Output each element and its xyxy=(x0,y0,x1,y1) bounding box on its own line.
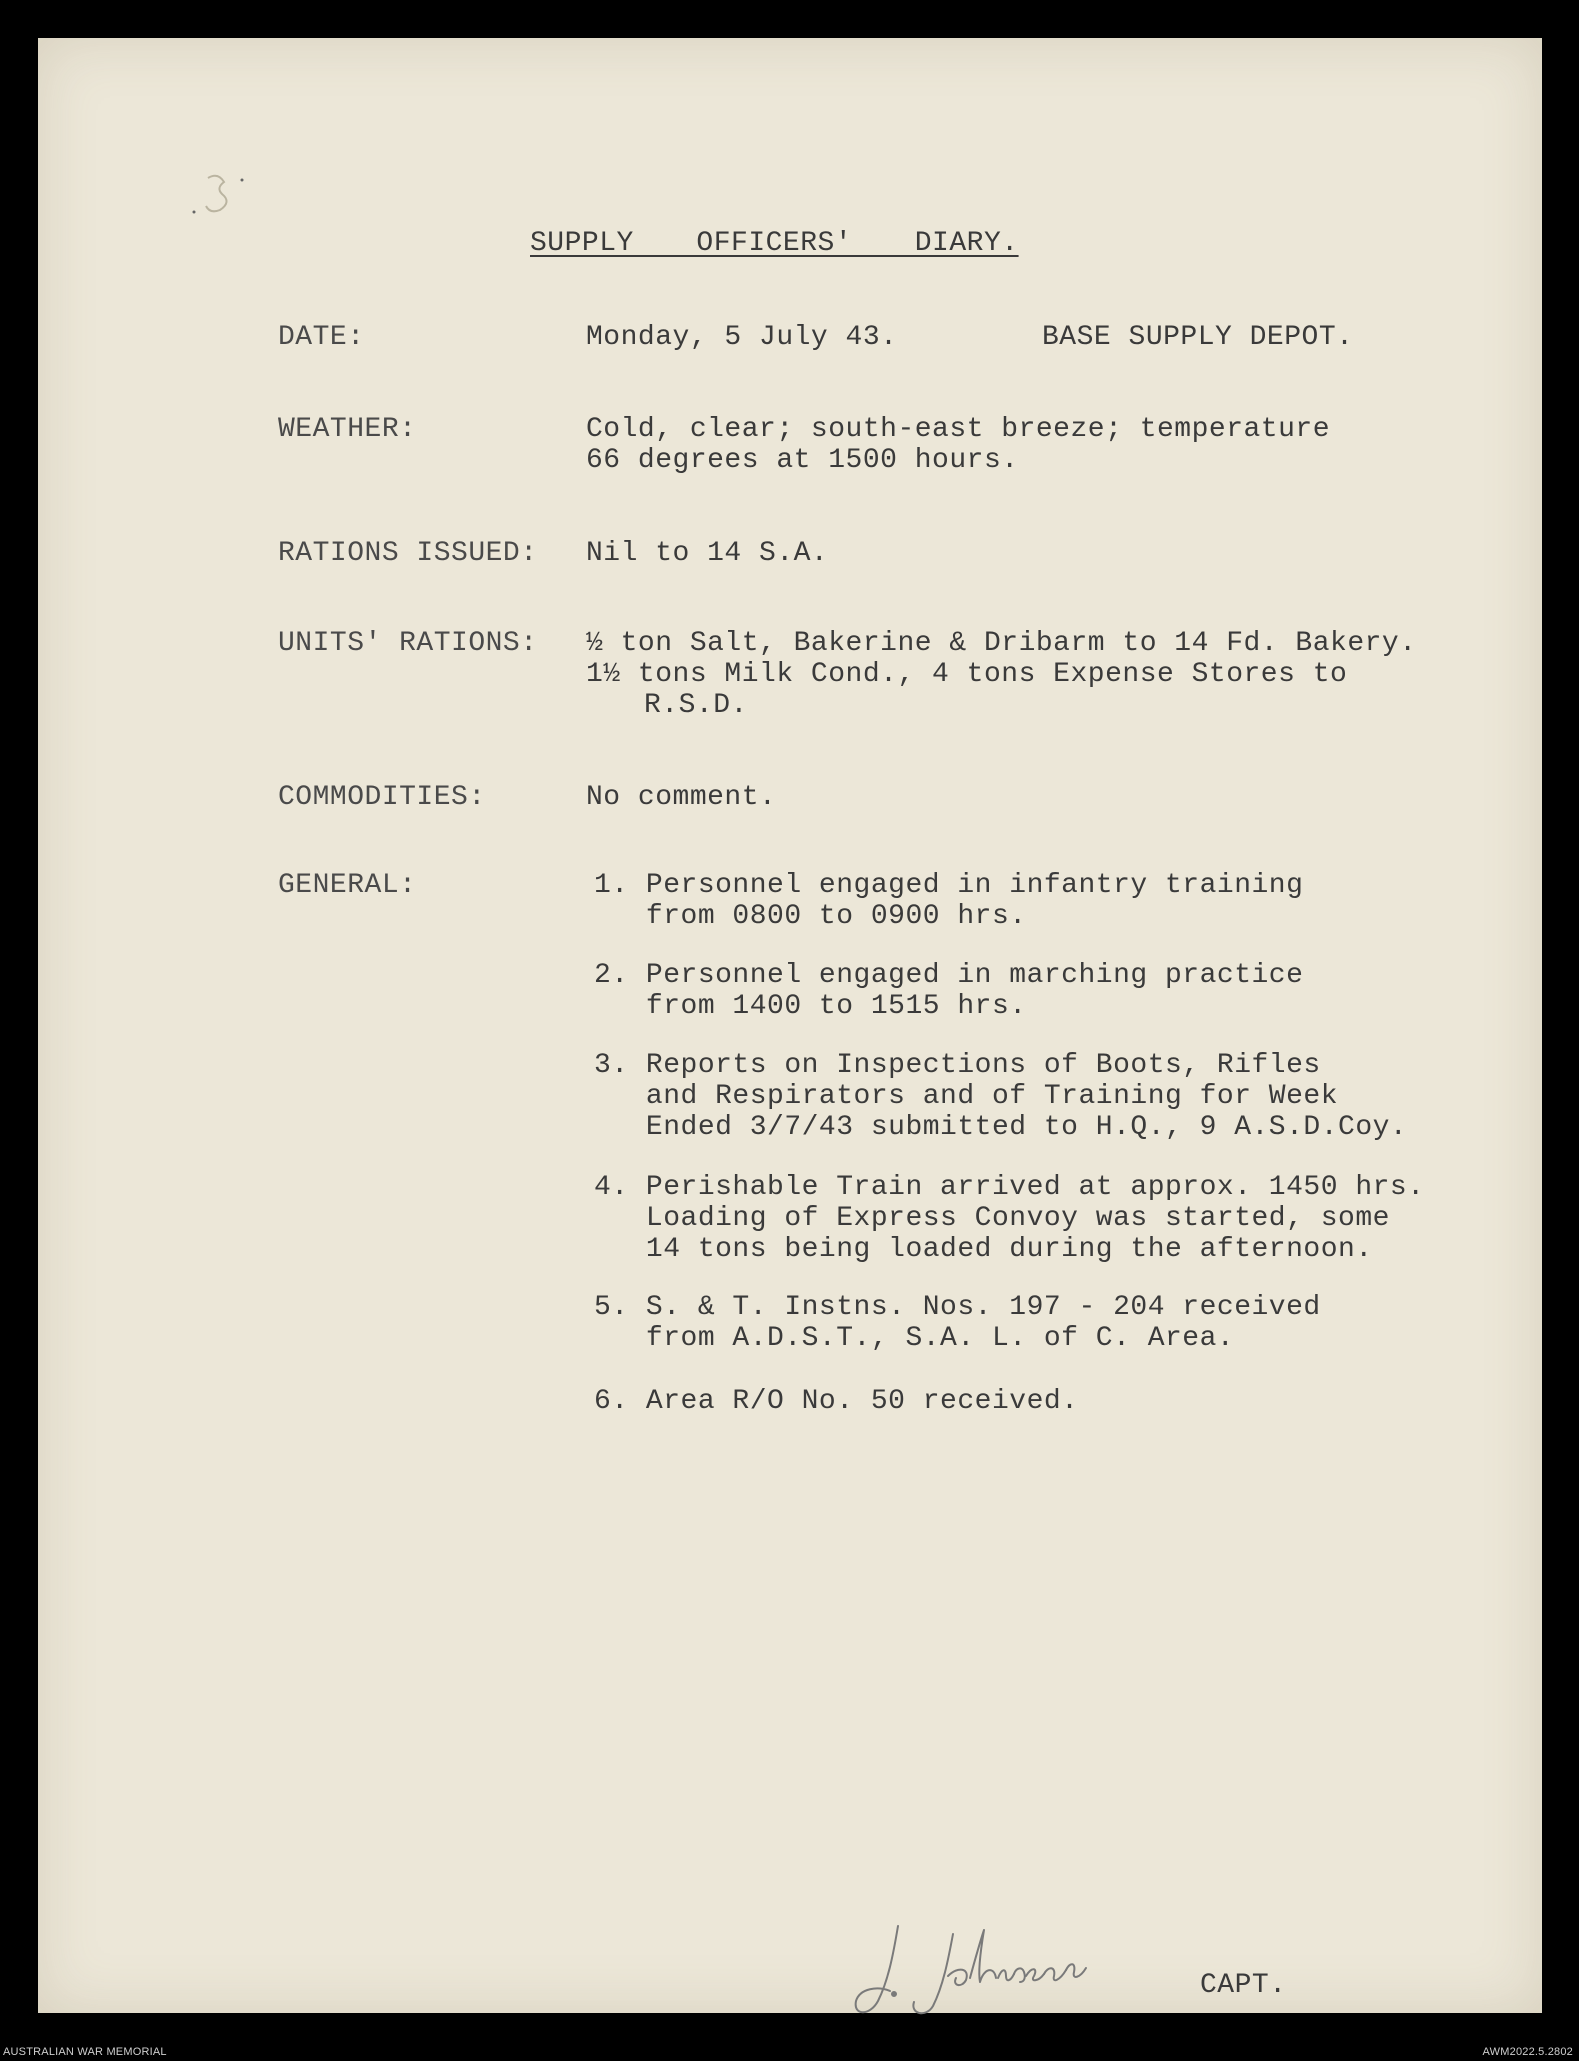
general-item-line: 3. Reports on Inspections of Boots, Rifles xyxy=(594,1050,1321,1081)
signature-rank: CAPT. xyxy=(1200,1970,1287,2001)
document-title: SUPPLY OFFICERS' DIARY. xyxy=(530,228,1019,259)
units-rations-line-1: ½ ton Salt, Bakerine & Dribarm to 14 Fd. Bakery. xyxy=(586,628,1417,659)
rations-issued-label: RATIONS ISSUED: xyxy=(278,538,538,569)
handwritten-signature xyxy=(848,1916,1168,2026)
document-page xyxy=(38,38,1542,2013)
general-item-line: 2. Personnel engaged in marching practice xyxy=(594,960,1304,991)
general-item-line: from A.D.S.T., S.A. L. of C. Area. xyxy=(594,1323,1235,1354)
commodities-label: COMMODITIES: xyxy=(278,782,486,813)
general-item-line: from 0800 to 0900 hrs. xyxy=(594,901,1027,932)
commodities-value: No comment. xyxy=(586,782,777,813)
units-rations-line-3: R.S.D. xyxy=(644,690,748,721)
depot-name: BASE SUPPLY DEPOT. xyxy=(1042,322,1354,353)
general-item-line: Loading of Express Convoy was started, some xyxy=(594,1203,1390,1234)
rations-issued-value: Nil to 14 S.A. xyxy=(586,538,829,569)
units-rations-line-2: 1½ tons Milk Cond., 4 tons Expense Stores to xyxy=(586,659,1348,690)
date-label: DATE: xyxy=(278,322,365,353)
general-item-line: and Respirators and of Training for Week xyxy=(594,1081,1339,1112)
units-rations-label: UNITS' RATIONS: xyxy=(278,628,538,659)
weather-label: WEATHER: xyxy=(278,414,417,445)
staple-mark-icon xyxy=(188,168,248,238)
footer-reference-number: AWM2022.5.2802 xyxy=(1482,2046,1573,2058)
general-item-line: 1. Personnel engaged in infantry training xyxy=(594,870,1304,901)
weather-line-2: 66 degrees at 1500 hours. xyxy=(586,445,1019,476)
general-item-line: Ended 3/7/43 submitted to H.Q., 9 A.S.D.Coy. xyxy=(594,1112,1408,1143)
general-label: GENERAL: xyxy=(278,870,417,901)
footer-archive-name: AUSTRALIAN WAR MEMORIAL xyxy=(3,2046,167,2058)
general-item-line: from 1400 to 1515 hrs. xyxy=(594,991,1027,1022)
general-item-line: 5. S. & T. Instns. Nos. 197 - 204 received xyxy=(594,1292,1321,1323)
general-item-line: 14 tons being loaded during the afternoon. xyxy=(594,1234,1373,1265)
general-item-line: 4. Perishable Train arrived at approx. 1450 hrs. xyxy=(594,1172,1425,1203)
weather-line-1: Cold, clear; south-east breeze; temperature xyxy=(586,414,1331,445)
general-item-line: 6. Area R/O No. 50 received. xyxy=(594,1386,1079,1417)
date-value: Monday, 5 July 43. xyxy=(586,322,898,353)
